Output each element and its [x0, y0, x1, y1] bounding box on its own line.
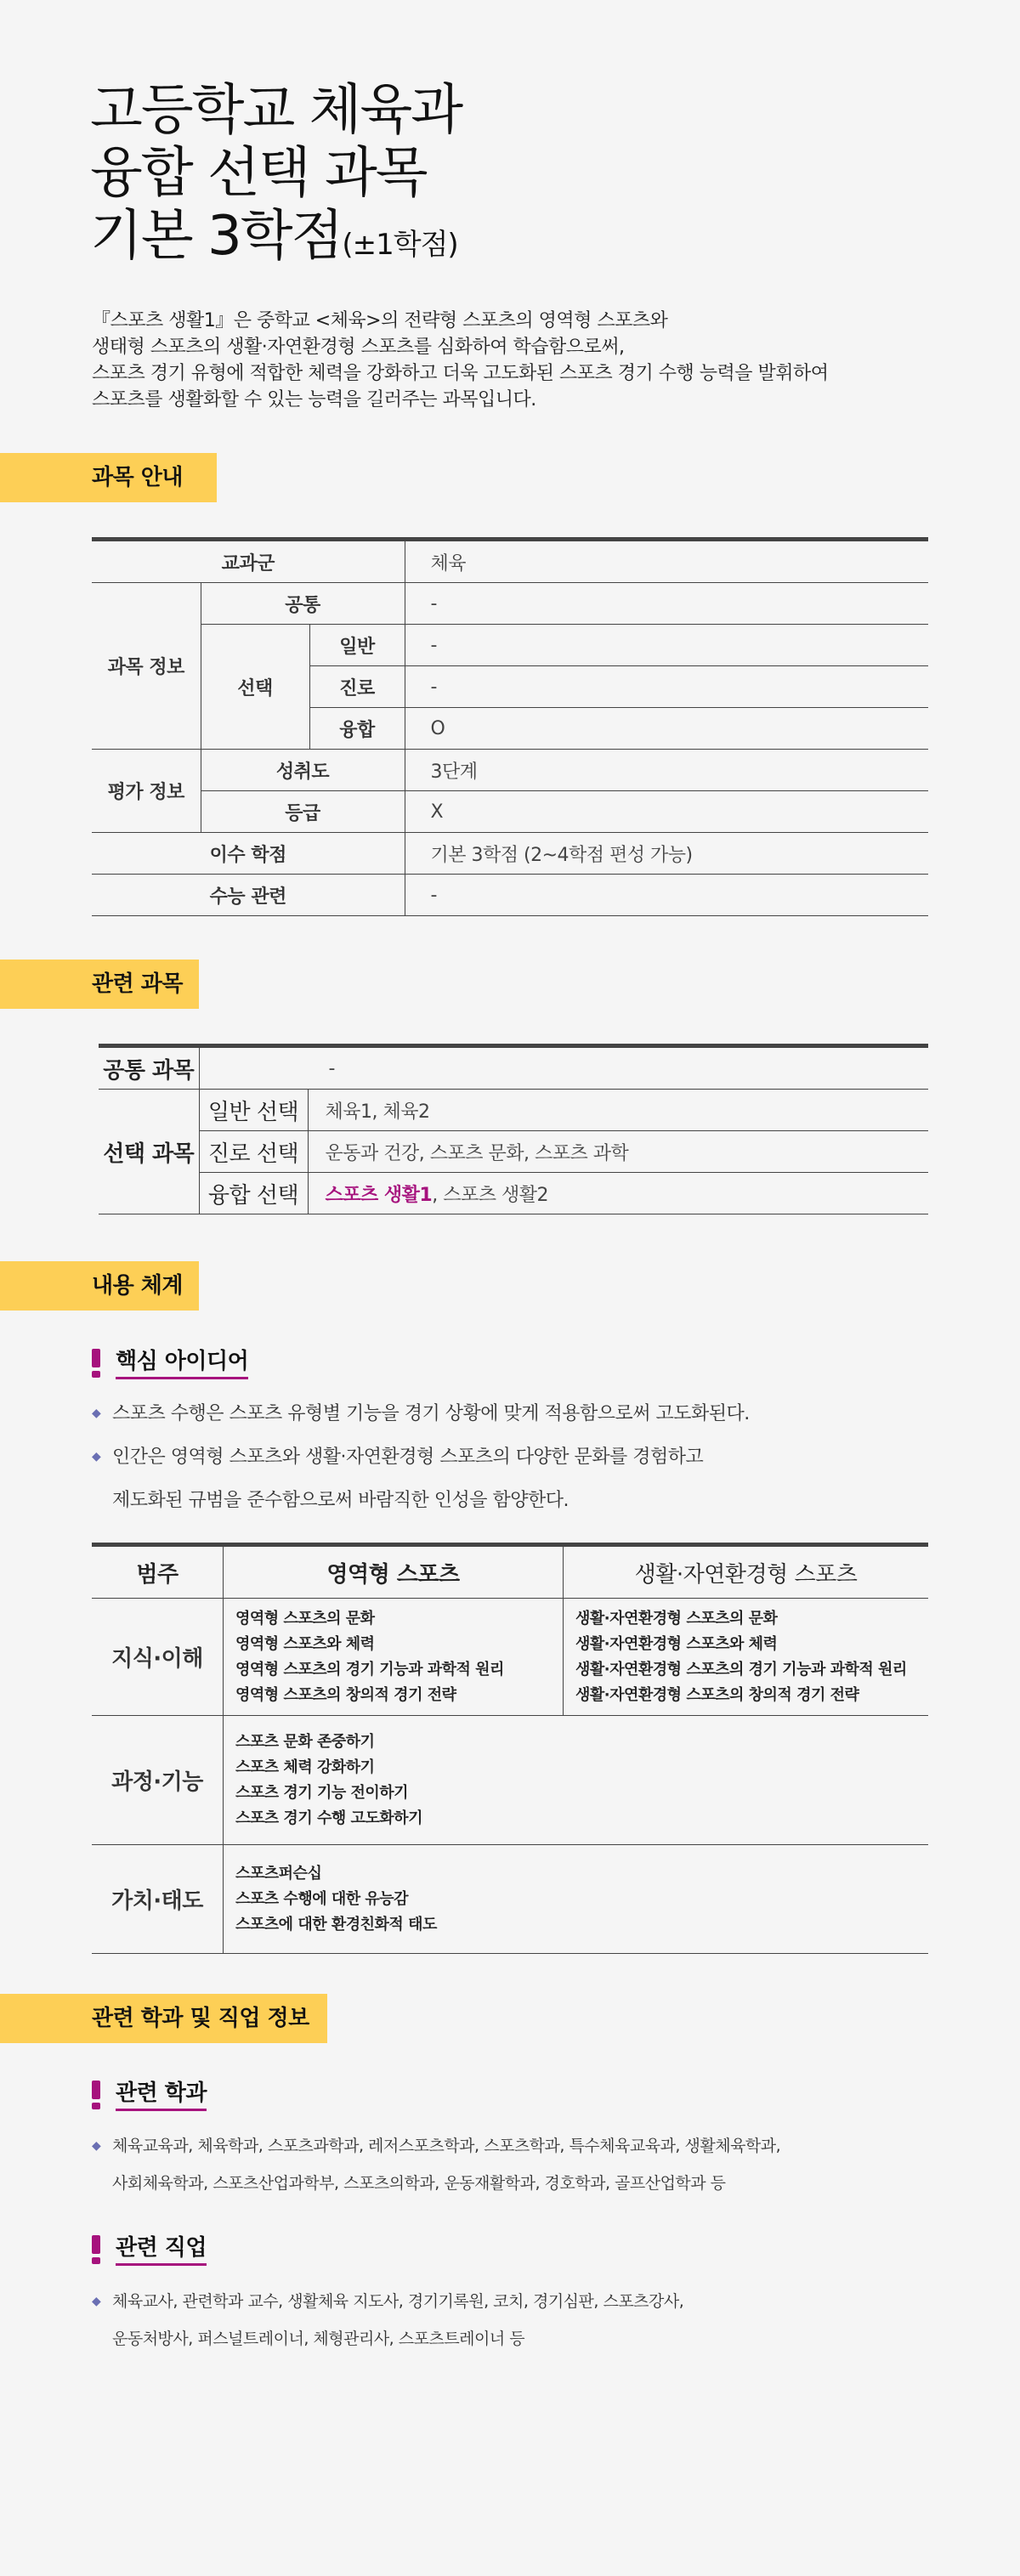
general-value: -	[405, 625, 928, 666]
achievement-value: 3단계	[405, 750, 928, 791]
header-life-sports: 생활·자연환경형 스포츠	[564, 1545, 929, 1599]
grade-label: 등급	[201, 791, 405, 833]
rel-general-label: 일반 선택	[199, 1090, 308, 1131]
knowledge-label: 지식·이해	[92, 1599, 224, 1716]
fusion-label: 융합	[309, 708, 405, 750]
list-item: ◆ 인간은 영역형 스포츠와 생활·자연환경형 스포츠의 다양한 문화를 경험하고	[92, 1435, 750, 1479]
common-label: 공통	[201, 583, 405, 625]
section-content-system: 내용 체계	[0, 1261, 199, 1311]
title-line-1: 고등학교 체육과	[90, 79, 462, 142]
core-ideas-heading	[92, 1342, 248, 1381]
title-line-3	[90, 205, 458, 268]
section-related-courses: 관련 과목	[0, 960, 199, 1009]
subject-group-value: 체육	[405, 540, 928, 583]
process-list: 스포츠 문화 존중하기 스포츠 체력 강화하기 스포츠 경기 기능 전이하기 스포츠 경기 수행 고도화하기	[224, 1716, 929, 1845]
related-courses-table	[99, 1044, 928, 1214]
diamond-bullet-icon: ◆	[92, 2295, 101, 2308]
list-item-continuation: 사회체육학과, 스포츠산업과학부, 스포츠의학과, 운동재활학과, 경호학과, 골프산업학과 등	[112, 2174, 726, 2193]
header-area-sports: 영역형 스포츠	[224, 1545, 564, 1599]
rel-career-value: 운동과 건강, 스포츠 문화, 스포츠 과학	[308, 1131, 928, 1173]
related-jobs-heading	[92, 2228, 207, 2267]
knowledge-life-list: 생활·자연환경형 스포츠의 문화 생활·자연환경형 스포츠와 체력 생활·자연환경형 스포츠의 경기 기능과 과학적 원리 생활·자연환경형 스포츠의 창의적 경기 전략	[564, 1599, 929, 1716]
current-course-highlight: 스포츠 생활1	[325, 1184, 433, 1206]
list-item-continuation: 운동처방사, 퍼스널트레이너, 체형관리사, 스포츠트레이너 등	[112, 2330, 525, 2348]
rel-general-value: 체육1, 체육2	[308, 1090, 928, 1131]
exclamation-icon	[92, 2081, 100, 2106]
related-jobs-list	[92, 2283, 683, 2358]
list-item: ◆ 체육교육과, 체육학과, 스포츠과학과, 레저스포츠학과, 스포츠학과, 특수체육교육과, 생활체육학과,	[92, 2127, 780, 2165]
rel-elective-label: 선택 과목	[99, 1090, 199, 1214]
rel-fusion-rest: , 스포츠 생활2	[432, 1184, 548, 1206]
header-category: 범주	[92, 1545, 224, 1599]
general-label: 일반	[309, 625, 405, 666]
core-ideas-title: 핵심 아이디어	[116, 1344, 248, 1379]
subject-group-label: 교과군	[92, 540, 405, 583]
related-dept-list	[92, 2127, 780, 2202]
eval-label: 평가 정보	[92, 750, 201, 833]
knowledge-area-list: 영역형 스포츠의 문화 영역형 스포츠와 체력 영역형 스포츠의 경기 기능과 과학적 원리 영역형 스포츠의 창의적 경기 전략	[224, 1599, 564, 1716]
csat-label: 수능 관련	[92, 875, 405, 916]
rel-fusion-label: 융합 선택	[199, 1173, 308, 1214]
credit-value: 기본 3학점 (2~4학점 편성 가능)	[405, 833, 928, 875]
intro-line: 『스포츠 생활1』은 중학교 <체육>의 전략형 스포츠의 영역형 스포츠와	[92, 310, 668, 331]
list-item: ◆ 스포츠 수행은 스포츠 유형별 기능을 경기 상황에 맞게 적용함으로써 고도화된다.	[92, 1392, 750, 1435]
process-label: 과정·기능	[92, 1716, 224, 1845]
related-jobs-title: 관련 직업	[116, 2230, 207, 2266]
course-intro	[92, 308, 942, 413]
career-label: 진로	[309, 666, 405, 708]
rel-fusion-value	[308, 1173, 928, 1214]
rel-common-label: 공통 과목	[99, 1046, 199, 1090]
content-system-table	[92, 1543, 928, 1954]
rel-common-value: -	[199, 1046, 928, 1090]
intro-line: 스포츠를 생활화할 수 있는 능력을 길러주는 과목입니다.	[92, 389, 536, 410]
list-item-continuation: 제도화된 규범을 준수함으로써 바람직한 인성을 함양한다.	[112, 1490, 570, 1511]
title-line-2: 융합 선택 과목	[90, 142, 427, 205]
title-credit-range: (±1학점)	[342, 228, 458, 262]
course-info-table	[92, 537, 928, 916]
list-item: ◆ 체육교사, 관련학과 교수, 생활체육 지도사, 경기기록원, 코치, 경기심판, 스포츠강사,	[92, 2283, 683, 2320]
title-credit: 기본 3학점	[90, 205, 343, 268]
exclamation-icon	[92, 1349, 100, 1374]
diamond-bullet-icon: ◆	[92, 1450, 101, 1464]
related-dept-heading	[92, 2074, 207, 2113]
core-ideas-list	[92, 1392, 750, 1522]
elective-label: 선택	[201, 625, 309, 750]
diamond-bullet-icon: ◆	[92, 2139, 101, 2153]
section-course-info: 과목 안내	[0, 453, 217, 502]
exclamation-icon	[92, 2235, 100, 2261]
achievement-label: 성취도	[201, 750, 405, 791]
credit-label: 이수 학점	[92, 833, 405, 875]
value-label: 가치·태도	[92, 1845, 224, 1954]
fusion-value: O	[405, 708, 928, 750]
csat-value: -	[405, 875, 928, 916]
intro-line: 스포츠 경기 유형에 적합한 체력을 강화하고 더욱 고도화된 스포츠 경기 수행 능력을 발휘하여	[92, 363, 829, 384]
value-list: 스포츠퍼슨십 스포츠 수행에 대한 유능감 스포츠에 대한 환경친화적 태도	[224, 1845, 929, 1954]
diamond-bullet-icon: ◆	[92, 1407, 101, 1420]
career-value: -	[405, 666, 928, 708]
grade-value: X	[405, 791, 928, 833]
common-value: -	[405, 583, 928, 625]
rel-career-label: 진로 선택	[199, 1131, 308, 1173]
related-dept-title: 관련 학과	[116, 2075, 207, 2111]
course-info-label: 과목 정보	[92, 583, 201, 750]
section-related-info: 관련 학과 및 직업 정보	[0, 1994, 327, 2043]
intro-line: 생태형 스포츠의 생활·자연환경형 스포츠를 심화하여 학습함으로써,	[92, 337, 625, 358]
